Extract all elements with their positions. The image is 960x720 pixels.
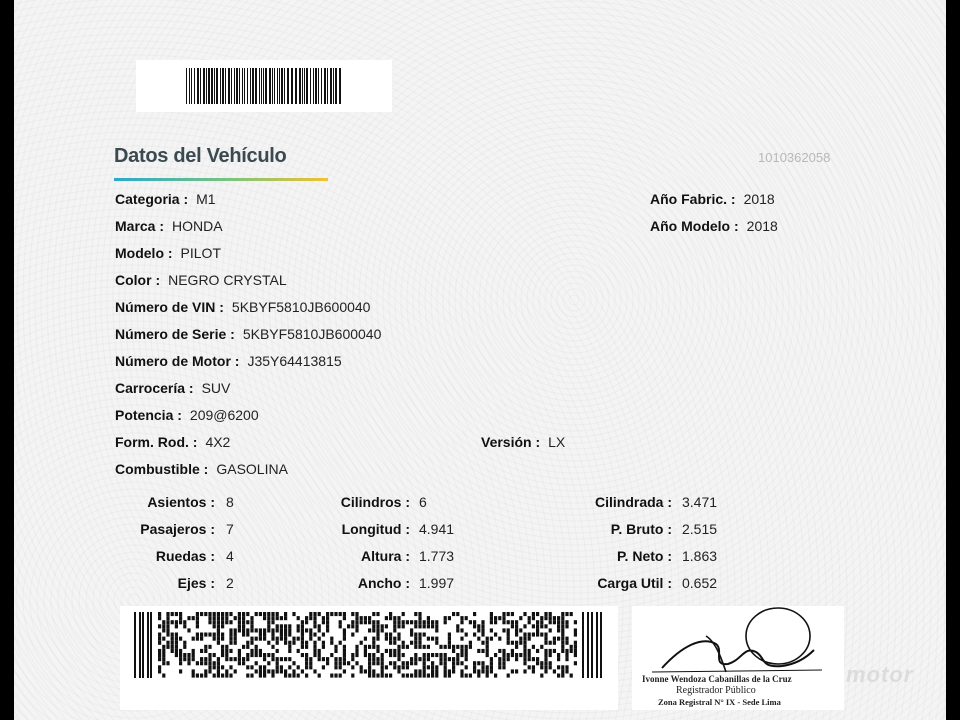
field-label: Combustible : bbox=[115, 461, 209, 477]
title-underline bbox=[114, 178, 328, 181]
field-label: Año Modelo : bbox=[650, 218, 739, 234]
field-value: 2018 bbox=[743, 191, 775, 207]
spec-value-ancho: 1.997 bbox=[419, 575, 455, 591]
field-label: Categoria : bbox=[115, 191, 189, 207]
field-color bbox=[115, 272, 287, 288]
spec-label-longitud: Longitud : bbox=[341, 521, 410, 537]
field-form-rod bbox=[115, 434, 230, 450]
spec-label-altura: Altura : bbox=[361, 548, 410, 564]
field-label: Número de Motor : bbox=[115, 353, 240, 369]
top-barcode bbox=[136, 60, 392, 112]
spec-label-asientos: Asientos : bbox=[147, 494, 215, 510]
field-categoria bbox=[115, 191, 216, 207]
field-anio-modelo bbox=[650, 218, 778, 234]
field-serie bbox=[115, 326, 381, 342]
spec-label-carga-util: Carga Util : bbox=[597, 575, 672, 591]
field-label: Color : bbox=[115, 272, 161, 288]
field-modelo bbox=[115, 245, 221, 261]
registrar-zone: Zona Registral N° IX - Sede Lima bbox=[658, 697, 781, 707]
spec-label-ancho: Ancho : bbox=[357, 575, 410, 591]
spec-value-carga-util: 0.652 bbox=[682, 575, 718, 591]
field-value: NEGRO CRYSTAL bbox=[168, 272, 287, 288]
field-label: Número de Serie : bbox=[115, 326, 235, 342]
field-combustible bbox=[115, 461, 288, 477]
spec-label-p-bruto: P. Bruto : bbox=[610, 521, 672, 537]
field-value: M1 bbox=[196, 191, 216, 207]
spec-label-cilindros: Cilindros : bbox=[340, 494, 410, 510]
field-value: 2018 bbox=[746, 218, 778, 234]
spec-label-pasajeros: Pasajeros : bbox=[140, 521, 215, 537]
field-version bbox=[481, 434, 565, 450]
spec-value-altura: 1.773 bbox=[419, 548, 455, 564]
spec-value-longitud: 4.941 bbox=[419, 521, 455, 537]
field-label: Form. Rod. : bbox=[115, 434, 198, 450]
registrar-name: Ivonne Wendoza Cabanillas de la Cruz bbox=[642, 674, 792, 684]
field-label: Año Fabric. : bbox=[650, 191, 736, 207]
field-label: Número de VIN : bbox=[115, 299, 224, 315]
spec-value-cilindrada: 3.471 bbox=[682, 494, 718, 510]
field-value: LX bbox=[548, 434, 566, 450]
field-value: PILOT bbox=[180, 245, 222, 261]
registrar-title: Registrador Público bbox=[676, 685, 756, 696]
spec-label-ruedas: Ruedas : bbox=[155, 548, 215, 564]
field-value: 4X2 bbox=[205, 434, 231, 450]
field-anio-fabric bbox=[650, 191, 775, 207]
field-motor bbox=[115, 353, 342, 369]
spec-value-p-bruto: 2.515 bbox=[682, 521, 718, 537]
field-label: Potencia : bbox=[115, 407, 182, 423]
field-label: Carrocería : bbox=[115, 380, 194, 396]
spec-label-ejes: Ejes : bbox=[177, 575, 215, 591]
field-value: GASOLINA bbox=[216, 461, 288, 477]
signature-block bbox=[632, 606, 844, 710]
field-value: J35Y64413815 bbox=[247, 353, 342, 369]
field-vin bbox=[115, 299, 370, 315]
field-value: 5KBYF5810JB600040 bbox=[242, 326, 382, 342]
field-label: Marca : bbox=[115, 218, 165, 234]
vehicle-card bbox=[14, 0, 946, 720]
field-marca bbox=[115, 218, 223, 234]
spec-label-p-neto: P. Neto : bbox=[617, 548, 672, 564]
spec-value-asientos: 8 bbox=[226, 494, 234, 510]
spec-value-p-neto: 1.863 bbox=[682, 548, 718, 564]
field-value: 209@6200 bbox=[189, 407, 259, 423]
watermark-logo: motor bbox=[846, 662, 914, 687]
field-value: SUV bbox=[201, 380, 231, 396]
document-number: 1010362058 bbox=[758, 150, 831, 165]
field-potencia bbox=[115, 407, 259, 423]
field-value: 5KBYF5810JB600040 bbox=[231, 299, 371, 315]
spec-value-cilindros: 6 bbox=[419, 494, 427, 510]
field-label: Versión : bbox=[481, 434, 541, 450]
spec-value-pasajeros: 7 bbox=[226, 521, 234, 537]
pdf417-barcode bbox=[120, 606, 618, 710]
spec-label-cilindrada: Cilindrada : bbox=[594, 494, 672, 510]
spec-value-ejes: 2 bbox=[226, 575, 234, 591]
section-title: Datos del Vehículo bbox=[114, 145, 287, 167]
spec-value-ruedas: 4 bbox=[226, 548, 234, 564]
field-label: Modelo : bbox=[115, 245, 173, 261]
field-carroceria bbox=[115, 380, 230, 396]
field-value: HONDA bbox=[172, 218, 223, 234]
